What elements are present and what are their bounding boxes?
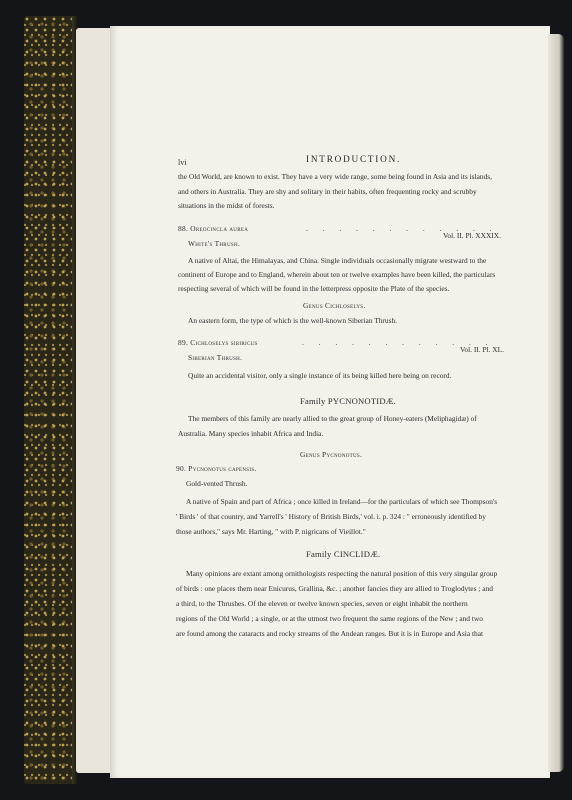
page-block-right — [548, 34, 564, 772]
text-line: are found among the cataracts and rocky streams of the Andean ranges. But it is in Europe and Asia that — [176, 629, 484, 638]
family-heading: Family PYCNONOTIDÆ. — [300, 396, 396, 406]
text-line: A native of Spain and part of Africa ; once killed in Ireland—for the particulars of which see Thompson's — [186, 497, 498, 506]
species-heading-88: 88. Oreocincla aurea — [178, 224, 249, 233]
plate-reference-88: Vol. II. Pl. XXXIX. — [443, 231, 501, 241]
text-line: ' Birds ' of that country, and Yarrell's ' History of British Birds,' vol. i. p. 324 : " erroneously identified by — [176, 512, 486, 521]
text-line: Many opinions are extant among ornithologists respecting the natural position of this very singular group — [186, 569, 498, 578]
dot-leader: . . . . . . . . . . . . — [306, 224, 498, 233]
dot-leader: . . . . . . . . . . . . — [302, 338, 494, 347]
text-line: The members of this family are nearly allied to the great group of Honey-eaters (Meliphagidæ) of — [188, 414, 477, 423]
common-name-90: Gold-vented Thrush. — [186, 479, 248, 488]
text-line: Australia. Many species inhabit Africa and India. — [178, 429, 324, 438]
text-line: a third, to the Thrushes. Of the eleven or twelve known species, seven or eight inhabit the northern — [176, 599, 468, 608]
family-heading: Family CINCLIDÆ. — [306, 549, 381, 559]
text-line: those authors," says Mr. Harting, " with P. nigricans of Vieillot." — [176, 527, 366, 536]
species-heading-89: 89. Cichloselys sibiricus — [178, 338, 258, 347]
genus-heading: Genus Cichloselys. — [303, 301, 366, 310]
text-line: Quite an accidental visitor, only a single instance of its being killed here being on record. — [188, 371, 452, 380]
text-line: of birds : one places them near Enicurus, Grallina, &c. ; another fancies they are allied to Troglodytes ; and — [176, 584, 493, 593]
text-line: respecting several of which will be found in the letterpress opposite the Plate of the species. — [178, 284, 450, 293]
marbled-cover — [24, 16, 76, 784]
text-line: the Old World, are known to exist. They have a very wide range, some being found in Asia and its islands, — [178, 172, 492, 181]
species-heading-90: 90. Pycnonotus capensis. — [176, 464, 257, 473]
text-line: regions of the Old World ; a single, or at the utmost two frequent the same regions of the New ; and two — [176, 614, 483, 623]
text-line: and others in Australia. They are shy and solitary in their habits, often frequenting rocky and scrubby — [178, 187, 477, 196]
common-name-89: Siberian Thrush. — [188, 353, 243, 362]
text-line: An eastern form, the type of which is the well-known Siberian Thrush. — [188, 316, 398, 325]
text-line: situations in the midst of forests. — [178, 201, 275, 210]
common-name-88: White's Thrush. — [188, 239, 240, 248]
plate-reference-89: Vol. II. Pl. XL. — [460, 345, 505, 355]
genus-heading: Genus Pycnonotus. — [300, 450, 363, 459]
page-title: INTRODUCTION. — [306, 154, 402, 164]
text-line: A native of Altai, the Himalayas, and China. Single individuals occasionally migrate westward to the — [188, 256, 487, 265]
text-line: continent of Europe and to England, wherein about ten or twelve examples have been killed, the particulars — [178, 270, 496, 279]
page-number: lvi — [178, 158, 187, 167]
